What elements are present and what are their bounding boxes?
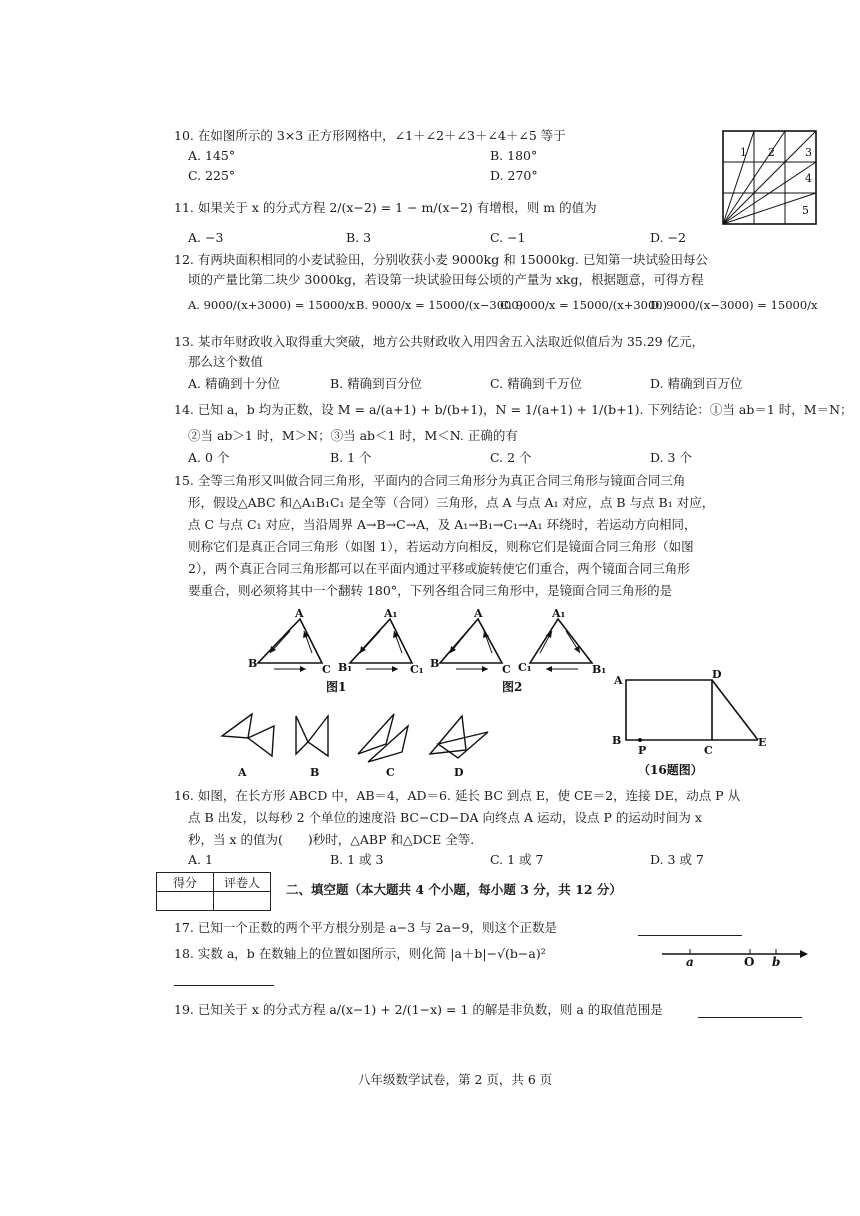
q13-line-1: 13. 某市年财政收入取得重大突破，地方公共财政收入用四舍五入法取近似值后为 35.29 亿元， (174, 334, 705, 349)
grader-label: 评卷人 (214, 873, 271, 892)
q16-figure-caption: （16题图） (638, 763, 703, 777)
q16-option-d: D. 3 或 7 (650, 852, 704, 867)
svg-text:B: B (248, 657, 258, 670)
q15-line-3: 点 C 与点 C₁ 对应，当沿周界 A→B→C→A，及 A₁→B₁→C₁→A₁ 环绕时，若运动方向相同， (188, 517, 697, 532)
q11-option-a: A. −3 (188, 230, 224, 245)
q15-option-a-label: A (238, 766, 247, 779)
q18-text: 18. 实数 a，b 在数轴上的位置如图所示，则化简 |a＋b|−√(b−a)² (174, 946, 546, 961)
q15-line-2: 形，假设△ABC 和△A₁B₁C₁ 是全等（合同）三角形，点 A 与点 A₁ 对应，点 B 与点 B₁ 对应， (188, 495, 715, 510)
svg-text:C: C (502, 663, 511, 676)
score-table (156, 872, 271, 911)
q16-label-d: D (712, 668, 722, 681)
q18-number-line (660, 942, 810, 968)
q16-option-c: C. 1 或 7 (490, 852, 544, 867)
page-footer: 八年级数学试卷，第 2 页，共 6 页 (358, 1072, 553, 1087)
q11-option-d: D. −2 (650, 230, 686, 245)
q12-line-2: 顷的产量比第二块少 3000kg，若设第一块试验田每公顷的产量为 xkg，根据题意，可得方程 (188, 272, 704, 287)
q11-option-c: C. −1 (490, 230, 526, 245)
section2-heading: 二、填空题（本大题共 4 个小题，每小题 3 分，共 12 分） (286, 882, 622, 897)
q16-label-e: E (758, 736, 767, 749)
q14-option-c: C. 2 个 (490, 450, 532, 465)
q19-answer-blank (698, 1016, 802, 1018)
score-label: 得分 (157, 873, 214, 892)
q14-option-a: A. 0 个 (188, 450, 230, 465)
q14-line-2: ②当 ab＞1 时，M＞N；③当 ab＜1 时，M＜N. 正确的有 (188, 428, 518, 443)
svg-text:A₁: A₁ (384, 607, 398, 620)
q18-axis-b: b (772, 955, 781, 969)
q10-option-c: C. 225° (188, 168, 236, 183)
q15-line-4: 则称它们是真正合同三角形（如图 1），若运动方向相反，则称它们是镜面合同三角形（如图 (188, 539, 694, 554)
fig1-caption: 图1 (326, 680, 347, 694)
score-cell (157, 892, 214, 911)
q16-line-1: 16. 如图，在长方形 ABCD 中，AB＝4，AD＝6. 延长 BC 到点 E，使 CE＝2，连接 DE，动点 P 从 (174, 788, 741, 803)
svg-text:C₁: C₁ (518, 661, 532, 674)
q10-angle-label-4: 4 (805, 172, 812, 185)
svg-text:A: A (474, 607, 483, 620)
q10-angle-label-5: 5 (802, 204, 809, 217)
q18-axis-a: a (686, 955, 694, 969)
q15-option-b-label: B (310, 766, 320, 779)
fig2-caption: 图2 (502, 680, 523, 694)
q16-line-3: 秒，当 x 的值为( )秒时，△ABP 和△DCE 全等. (188, 832, 475, 847)
q13-line-2: 那么这个数值 (188, 354, 264, 369)
q14-option-d: D. 3 个 (650, 450, 692, 465)
q12-option-d: D. 9000/(x−3000) = 15000/x (650, 298, 818, 312)
q16-option-b: B. 1 或 3 (330, 852, 384, 867)
q15-option-d-label: D (454, 766, 464, 779)
svg-text:B₁: B₁ (592, 663, 607, 676)
q17-text: 17. 已知一个正数的两个平方根分别是 a−3 与 2a−9，则这个正数是 (174, 920, 557, 935)
q18-axis-o: O (744, 955, 755, 969)
q18-answer-blank (174, 984, 274, 986)
q12-option-b: B. 9000/x = 15000/(x−3000) (356, 298, 524, 312)
q10-stem: 10. 在如图所示的 3×3 正方形网格中，∠1＋∠2＋∠3＋∠4＋∠5 等于 (174, 128, 566, 143)
q16-label-a: A (614, 674, 623, 687)
q13-option-b: B. 精确到百分位 (330, 376, 423, 391)
q15-option-figures (218, 708, 498, 780)
q16-line-2: 点 B 出发，以每秒 2 个单位的速度沿 BC−CD−DA 向终点 A 运动，设点 P 的运动时间为 x (188, 810, 702, 825)
q14-option-b: B. 1 个 (330, 450, 372, 465)
q13-option-d: D. 精确到百万位 (650, 376, 743, 391)
svg-text:B₁: B₁ (338, 661, 353, 674)
q10-option-d: D. 270° (490, 168, 538, 183)
q13-option-a: A. 精确到十分位 (188, 376, 280, 391)
q10-option-a: A. 145° (188, 148, 236, 163)
q10-angle-label-2: 2 (768, 146, 775, 159)
svg-text:C: C (322, 663, 331, 676)
q16-label-c: C (704, 744, 713, 757)
svg-text:C₁: C₁ (410, 663, 424, 676)
q13-option-c: C. 精确到千万位 (490, 376, 583, 391)
q15-line-5: 2），两个真正合同三角形都可以在平面内通过平移或旋转使它们重合，两个镜面合同三角形 (188, 561, 690, 576)
q15-option-c-label: C (386, 766, 395, 779)
svg-text:A₁: A₁ (552, 607, 566, 620)
q10-grid-figure (722, 130, 818, 226)
q16-figure (608, 668, 778, 778)
svg-text:A: A (295, 607, 304, 620)
q14-line-1: 14. 已知 a，b 均为正数，设 M = a/(a+1) + b/(b+1)，N = 1/(a+1) + 1/(b+1). 下列结论：①当 ab＝1 时，M＝N； (174, 402, 853, 417)
svg-text:B: B (430, 657, 440, 670)
q10-angle-label-3: 3 (805, 146, 812, 159)
q12-option-a: A. 9000/(x+3000) = 15000/x (188, 298, 356, 312)
q12-option-c: C. 9000/x = 15000/(x+3000) (500, 298, 668, 312)
q16-label-p: P (638, 744, 647, 757)
q11-stem: 11. 如果关于 x 的分式方程 2/(x−2) = 1 − m/(x−2) 有增根，则 m 的值为 (174, 200, 597, 215)
q16-option-a: A. 1 (188, 852, 213, 867)
grader-cell (214, 892, 271, 911)
q15-line-1: 15. 全等三角形又叫做合同三角形，平面内的合同三角形分为真正合同三角形与镜面合同三角 (174, 473, 686, 488)
q16-label-b: B (612, 734, 622, 747)
q10-option-b: B. 180° (490, 148, 538, 163)
q11-option-b: B. 3 (346, 230, 372, 245)
q12-line-1: 12. 有两块面积相同的小麦试验田，分别收获小麦 9000kg 和 15000kg. 已知第一块试验田每公 (174, 252, 708, 267)
q19-text: 19. 已知关于 x 的分式方程 a/(x−1) + 2/(1−x) = 1 的解是非负数，则 a 的取值范围是 (174, 1002, 663, 1017)
q15-figures-1-2 (240, 605, 620, 695)
q17-answer-blank (638, 934, 742, 936)
q10-angle-label-1: 1 (740, 146, 747, 159)
q15-line-6: 要重合，则必须将其中一个翻转 180°，下列各组合同三角形中，是镜面合同三角形的是 (188, 583, 673, 598)
